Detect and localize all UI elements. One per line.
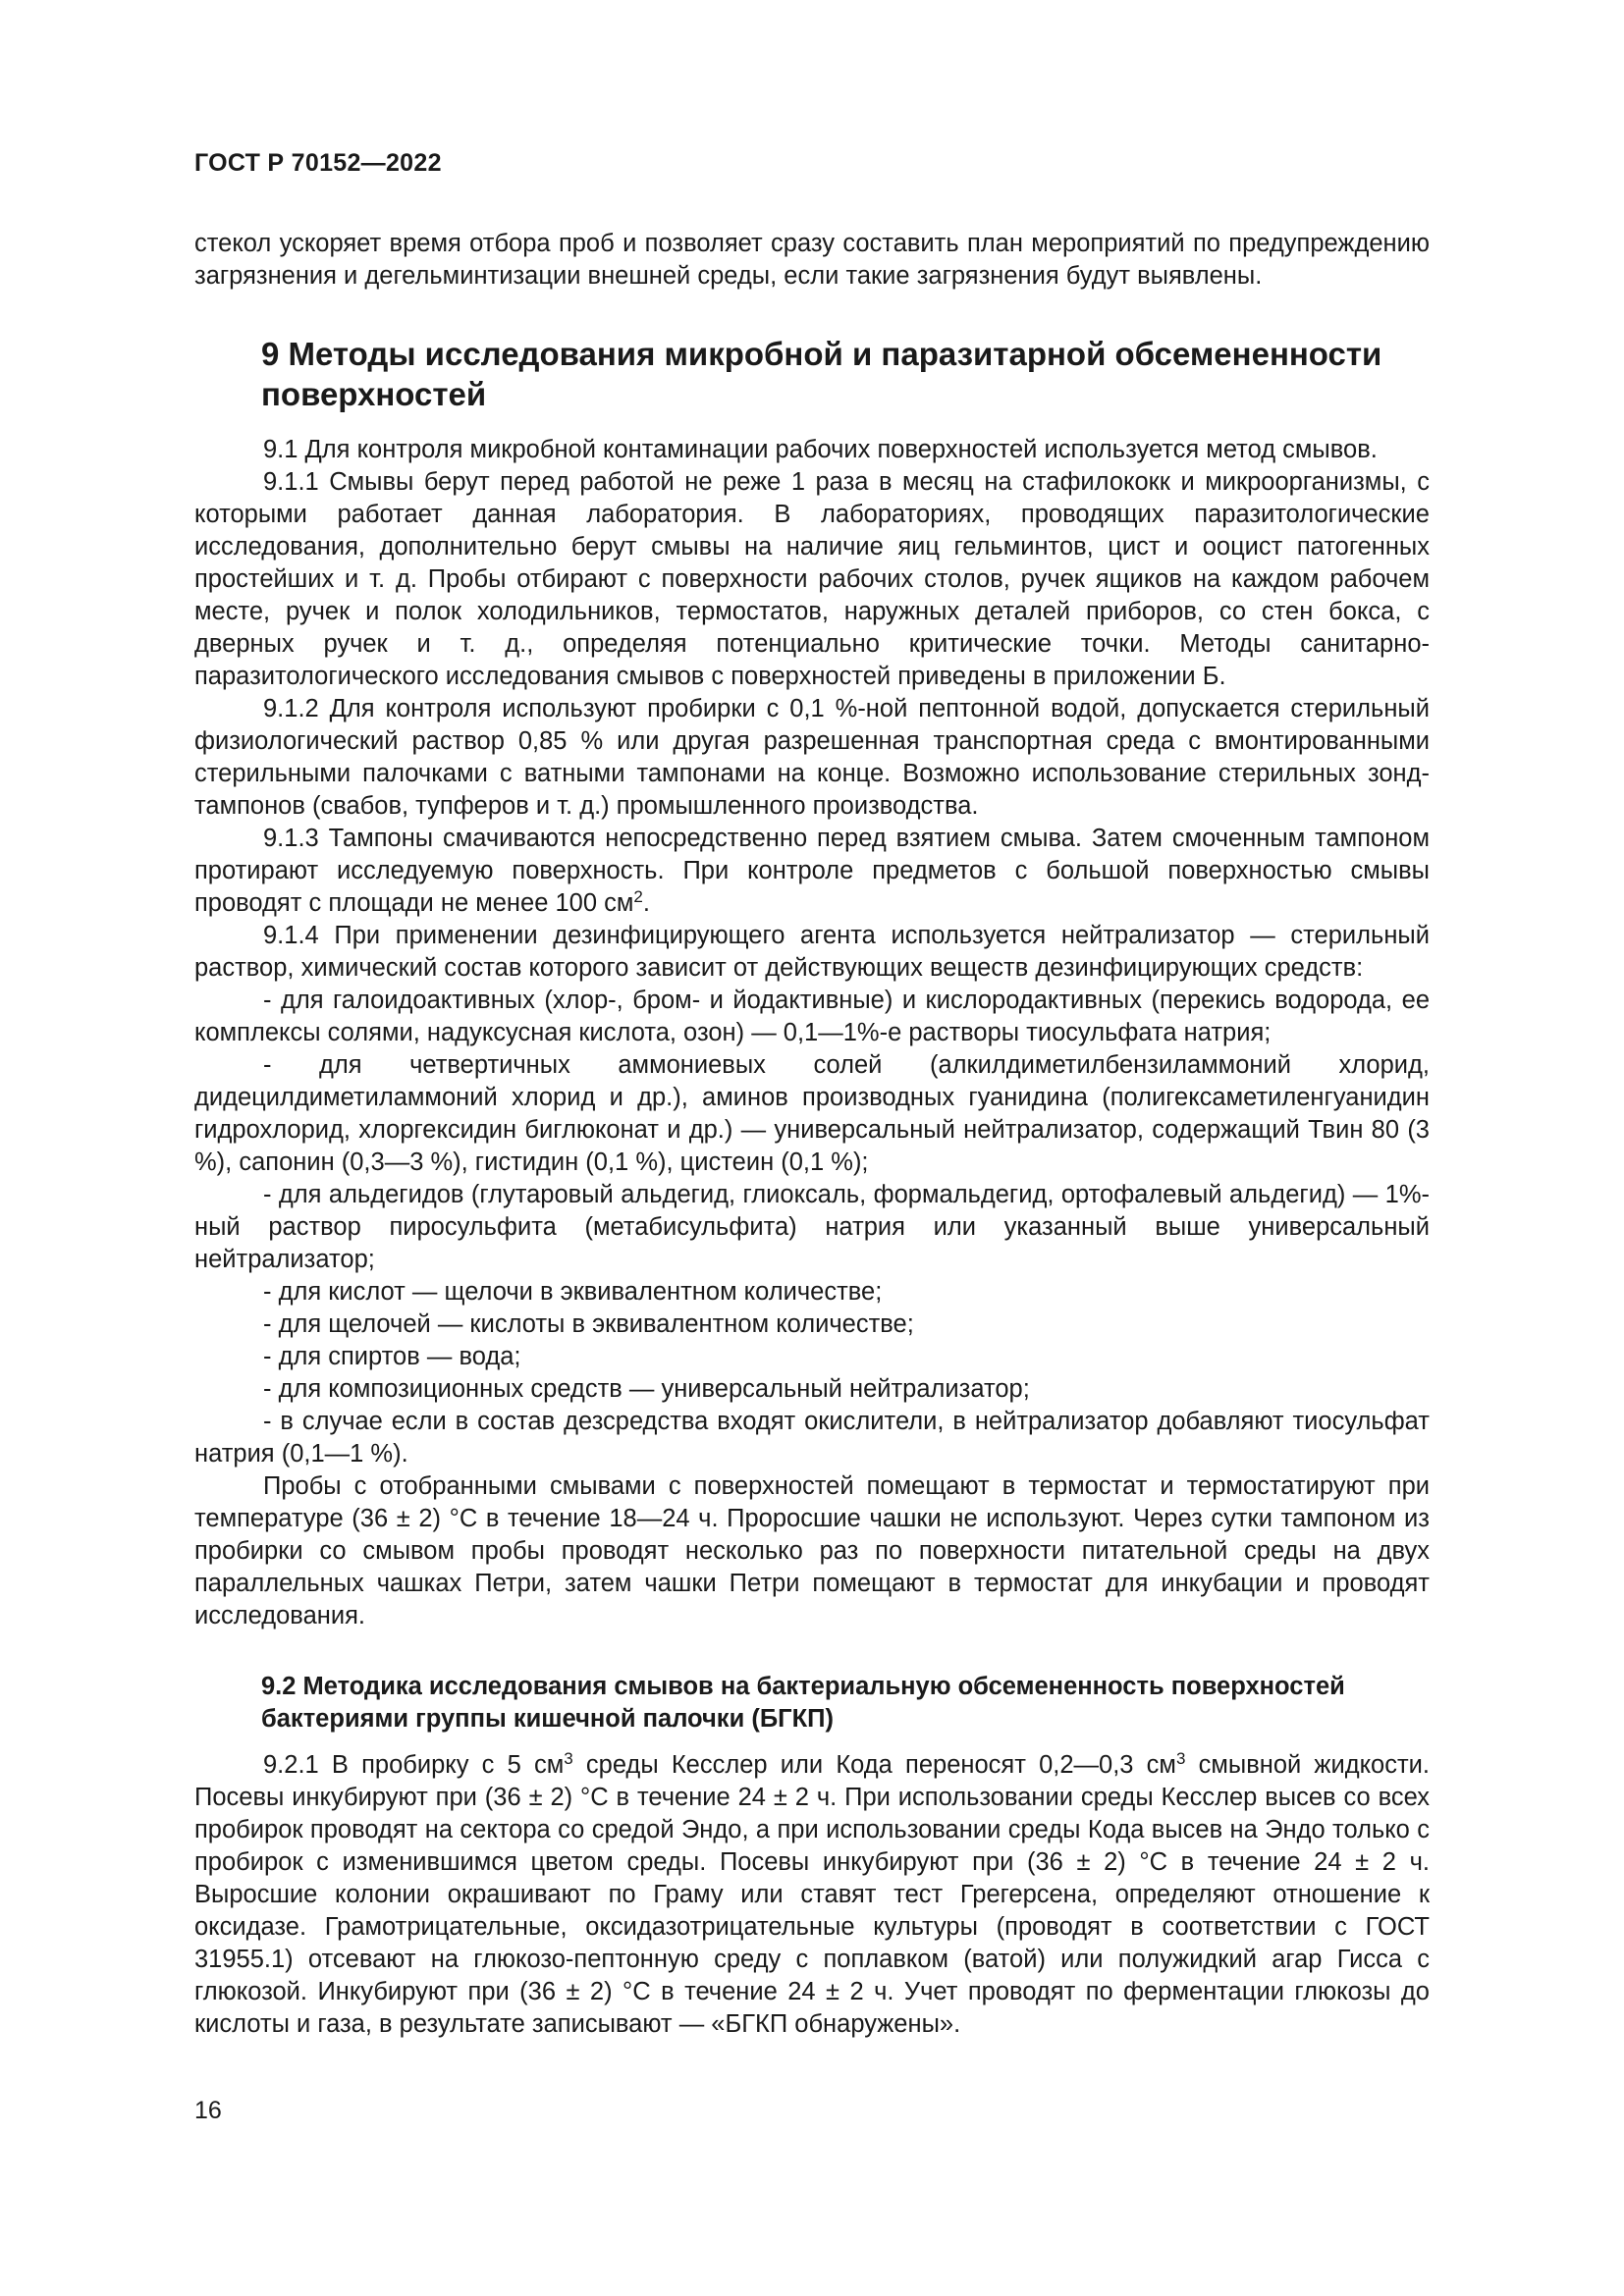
paragraph-9-1-3	[194, 823, 1430, 920]
paragraph-9-1: 9.1 Для контроля микробной контаминации рабочих поверхностей используется метод смывов.	[263, 436, 1378, 463]
intro-text: стекол ускоряет время отбора проб и позволяет сразу составить план мероприятий по предупреждению загрязнения и дегельминтизации внешней среды, если такие загрязнения будут выявлены.	[194, 230, 1430, 290]
superscript: 2	[633, 887, 643, 906]
paragraph-9-2-1-part-c: смывной жидкости. Посевы инкубируют при (36 ± 2) °С в течение 24 ± 2 ч. При использовании среды Кесслер высев со всех пробирок проводят на сектора со средой Эндо, а при использовании среды Кода высев на Эндо только с пробирок с изменившимся цветом среды. Посевы инкубируют при (36 ± 2) °С в течение 24 ± 2 ч. Выросшие колонии окрашивают по Граму или ставят тест Грегерсена, определяют отношение к оксидазе. Грамотрицательные, оксидазотрицательные культуры (проводят в соответствии с ГОСТ 31955.1) отсевают на глюкозо-пептонную среду с поплавком (ватой) или полужидкий агар Гисса с глюкозой. Инкубируют при (36 ± 2) °С в течение 24 ± 2 ч. Учет проводят по ферментации глюкозы до кислоты и газа, в результате записывают — «БГКП обнаружены».	[194, 1751, 1430, 2038]
paragraph-9-2-1-part-b: среды Кесслер или Кода переносят 0,2—0,3 см	[572, 1751, 1176, 1779]
superscript: 3	[1175, 1749, 1186, 1768]
list-item: - для галоидоактивных (хлор-, бром- и йодактивные) и кислородактивных (перекись водорода, ее комплексы солями, надуксусная кислота, озон) — 0,1—1%-е растворы тиосульфата натрия;	[194, 987, 1430, 1046]
list-item: - для щелочей — кислоты в эквивалентном количестве;	[263, 1310, 914, 1338]
list-item: - для спиртов — вода;	[263, 1343, 521, 1370]
section-9-2-title: 9.2 Методика исследования смывов на бактериальную обсемененность поверхностей бактериями группы кишечной палочки (БГКП)	[261, 1673, 1345, 1733]
section-9-title: 9 Методы исследования микробной и паразитарной обсемененности поверхностей	[261, 336, 1382, 412]
list-item: - в случае если в состав дезсредства входят окислители, в нейтрализатор добавляют тиосульфат натрия (0,1—1 %).	[194, 1408, 1430, 1468]
list-item: - для кислот — щелочи в эквивалентном количестве;	[263, 1278, 883, 1306]
paragraph-9-1-4: 9.1.4 При применении дезинфицирующего агента используется нейтрализатор — стерильный раствор, химический состав которого зависит от действующих веществ дезинфицирующих средств:	[194, 922, 1430, 982]
paragraph-probes: Пробы с отобранными смывами с поверхностей помещают в термостат и термостатируют при температуре (36 ± 2) °С в течение 18—24 ч. Проросшие чашки не используют. Через сутки тампоном из пробирки со смывом пробы проводят несколько раз по поверхности питательной среды на двух параллельных чашках Петри, затем чашки Петри помещают в термостат для инкубации и проводят исследования.	[194, 1472, 1430, 1629]
superscript: 3	[564, 1749, 573, 1768]
section-9-body	[194, 434, 1430, 1632]
list-item: - для композиционных средств — универсальный нейтрализатор;	[263, 1375, 1030, 1403]
paragraph-9-1-3-text: 9.1.3 Тампоны смачиваются непосредственно перед взятием смыва. Затем смоченным тампоном протирают исследуемую поверхность. При контроле предметов с большой поверхностью смывы проводят с площади не менее 100 см	[194, 825, 1430, 917]
paragraph-9-1-2: 9.1.2 Для контроля используют пробирки с 0,1 %-ной пептонной водой, допускается стерильный физиологический раствор 0,85 % или другая разрешенная транспортная среда с вмонтированными стерильными палочками с ватными тампонами на конце. Возможно использование стерильных зонд-тампонов (свабов, тупферов и т. д.) промышленного производства.	[194, 695, 1430, 820]
paragraph-9-2-1-part-a: 9.2.1 В пробирку с 5 см	[263, 1751, 565, 1779]
list-item: - для альдегидов (глутаровый альдегид, глиоксаль, формальдегид, ортофалевый альдегид) — 1%-ный раствор пиросульфита (метабисульфита) натрия или указанный выше универсальный нейтрализатор;	[194, 1181, 1430, 1273]
list-item: - для четвертичных аммониевых солей (алкилдиметилбензиламмоний хлорид, дидецилдиметиламмоний хлорид и др.), аминов производных гуанидина (полигексаметиленгуанидин гидрохлорид, хлоргексидин биглюконат и др.) — универсальный нейтрализатор, содержащий Твин 80 (3 %), сапонин (0,3—3 %), гистидин (0,1 %), цистеин (0,1 %);	[194, 1051, 1430, 1176]
document-header: ГОСТ Р 70152—2022	[194, 149, 442, 177]
paragraph-9-1-3-end: .	[642, 889, 650, 917]
page-number: 16	[194, 2097, 222, 2124]
paragraph-9-1-1: 9.1.1 Смывы берут перед работой не реже 1 раза в месяц на стафилококк и микроорганизмы, с которыми работает данная лаборатория. В лабораториях, проводящих паразитологические исследования, дополнительно берут смывы на наличие яиц гельминтов, цист и ооцист патогенных простейших и т. д. Пробы отбирают с поверхности рабочих столов, ручек ящиков на каждом рабочем месте, ручек и полок холодильников, термостатов, наружных деталей приборов, со стен бокса, с дверных ручек и т. д., определяя потенциально критические точки. Методы санитарно-паразитологического исследования смывов с поверхностей приведены в приложении Б.	[194, 468, 1430, 690]
paragraph-9-2-1	[194, 1749, 1430, 2041]
section-9-2-body	[194, 1749, 1430, 2041]
intro-paragraph	[194, 228, 1430, 293]
